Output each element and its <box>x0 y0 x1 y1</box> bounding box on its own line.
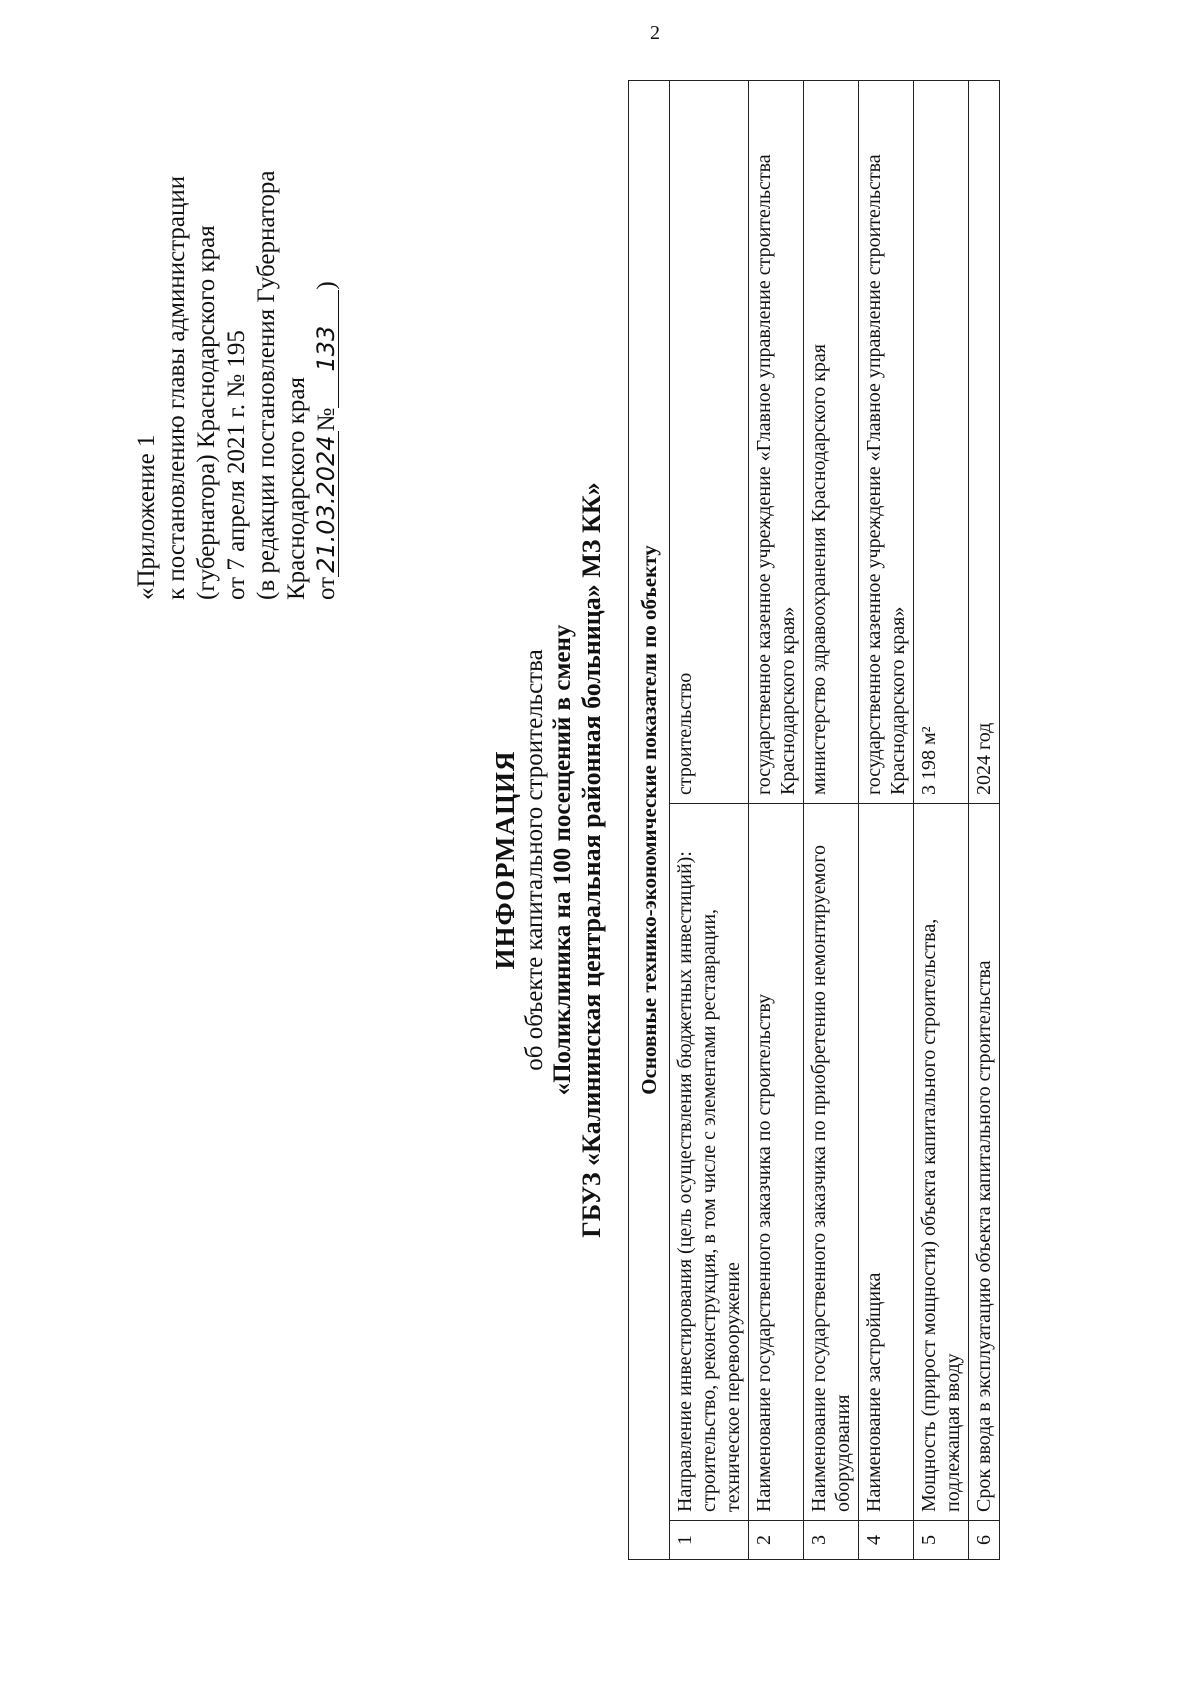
table-row <box>969 81 1000 1560</box>
date-prefix: от <box>313 576 340 600</box>
row-value: государственное казенное учреждение «Главное управление строительства Краснодарского края» <box>859 81 914 804</box>
row-number: 4 <box>859 1521 914 1560</box>
document-sheet <box>90 80 1140 1640</box>
handwritten-number: 133 <box>314 290 339 408</box>
appendix-block <box>132 170 342 600</box>
row-value: министерство здравоохранения Краснодарского края <box>804 81 859 804</box>
title-line-4: ГБУЗ «Калининская центральная районная больница» МЗ КК» <box>577 482 606 1238</box>
row-parameter: Направление инвестирования (цель осуществления бюджетных инвестиций): строительство, реконструкция, в том числе с элементами реставрации, техническое перевооружение <box>670 804 749 1521</box>
row-parameter: Наименование государственного заказчика по строительству <box>749 804 804 1521</box>
row-value: 3 198 м² <box>914 81 969 804</box>
appendix-line-4: от 7 апреля 2021 г. № 195 <box>223 330 250 600</box>
appendix-line-6: Краснодарского края <box>283 377 310 600</box>
page-number: 2 <box>650 22 660 44</box>
document-title <box>490 80 607 1640</box>
appendix-line-2: к постановлению главы администрации <box>163 175 190 600</box>
row-number: 5 <box>914 1521 969 1560</box>
table-row <box>749 81 804 1560</box>
closing-bracket: ) <box>313 281 340 290</box>
row-number: 1 <box>670 1521 749 1560</box>
row-number: 3 <box>804 1521 859 1560</box>
table-header: Основные технико-экономические показатели по объекту <box>629 81 670 1560</box>
indicators-table <box>628 80 1000 1560</box>
row-value: 2024 год <box>969 81 1000 804</box>
number-prefix: № <box>313 407 340 432</box>
table-row <box>859 81 914 1560</box>
appendix-date-line <box>312 170 342 600</box>
row-parameter: Наименование застройщика <box>859 804 914 1521</box>
handwritten-date: 21.03.2024 <box>314 431 339 576</box>
row-parameter: Мощность (прирост мощности) объекта капитального строительства, подлежащая вводу <box>914 804 969 1521</box>
table-row <box>914 81 969 1560</box>
appendix-line-5: (в редакции постановления Губернатора <box>253 170 280 600</box>
row-value: государственное казенное учреждение «Главное управление строительства Краснодарского края» <box>749 81 804 804</box>
table-row <box>804 81 859 1560</box>
table-header-row <box>629 81 670 1560</box>
row-number: 2 <box>749 1521 804 1560</box>
appendix-line-3: (губернатора) Краснодарского края <box>193 225 220 600</box>
appendix-line-1: «Приложение 1 <box>133 434 160 600</box>
table-row <box>670 81 749 1560</box>
title-line-3: «Поликлиника на 100 посещений в смену <box>549 624 576 1096</box>
title-line-1: ИНФОРМАЦИЯ <box>490 750 520 970</box>
title-line-2: об объекте капитального строительства <box>521 649 548 1071</box>
row-parameter: Наименование государственного заказчика по приобретению немонтируемого оборудования <box>804 804 859 1521</box>
row-value: строительство <box>670 81 749 804</box>
row-number: 6 <box>969 1521 1000 1560</box>
row-parameter: Срок ввода в эксплуатацию объекта капитального строительства <box>969 804 1000 1521</box>
